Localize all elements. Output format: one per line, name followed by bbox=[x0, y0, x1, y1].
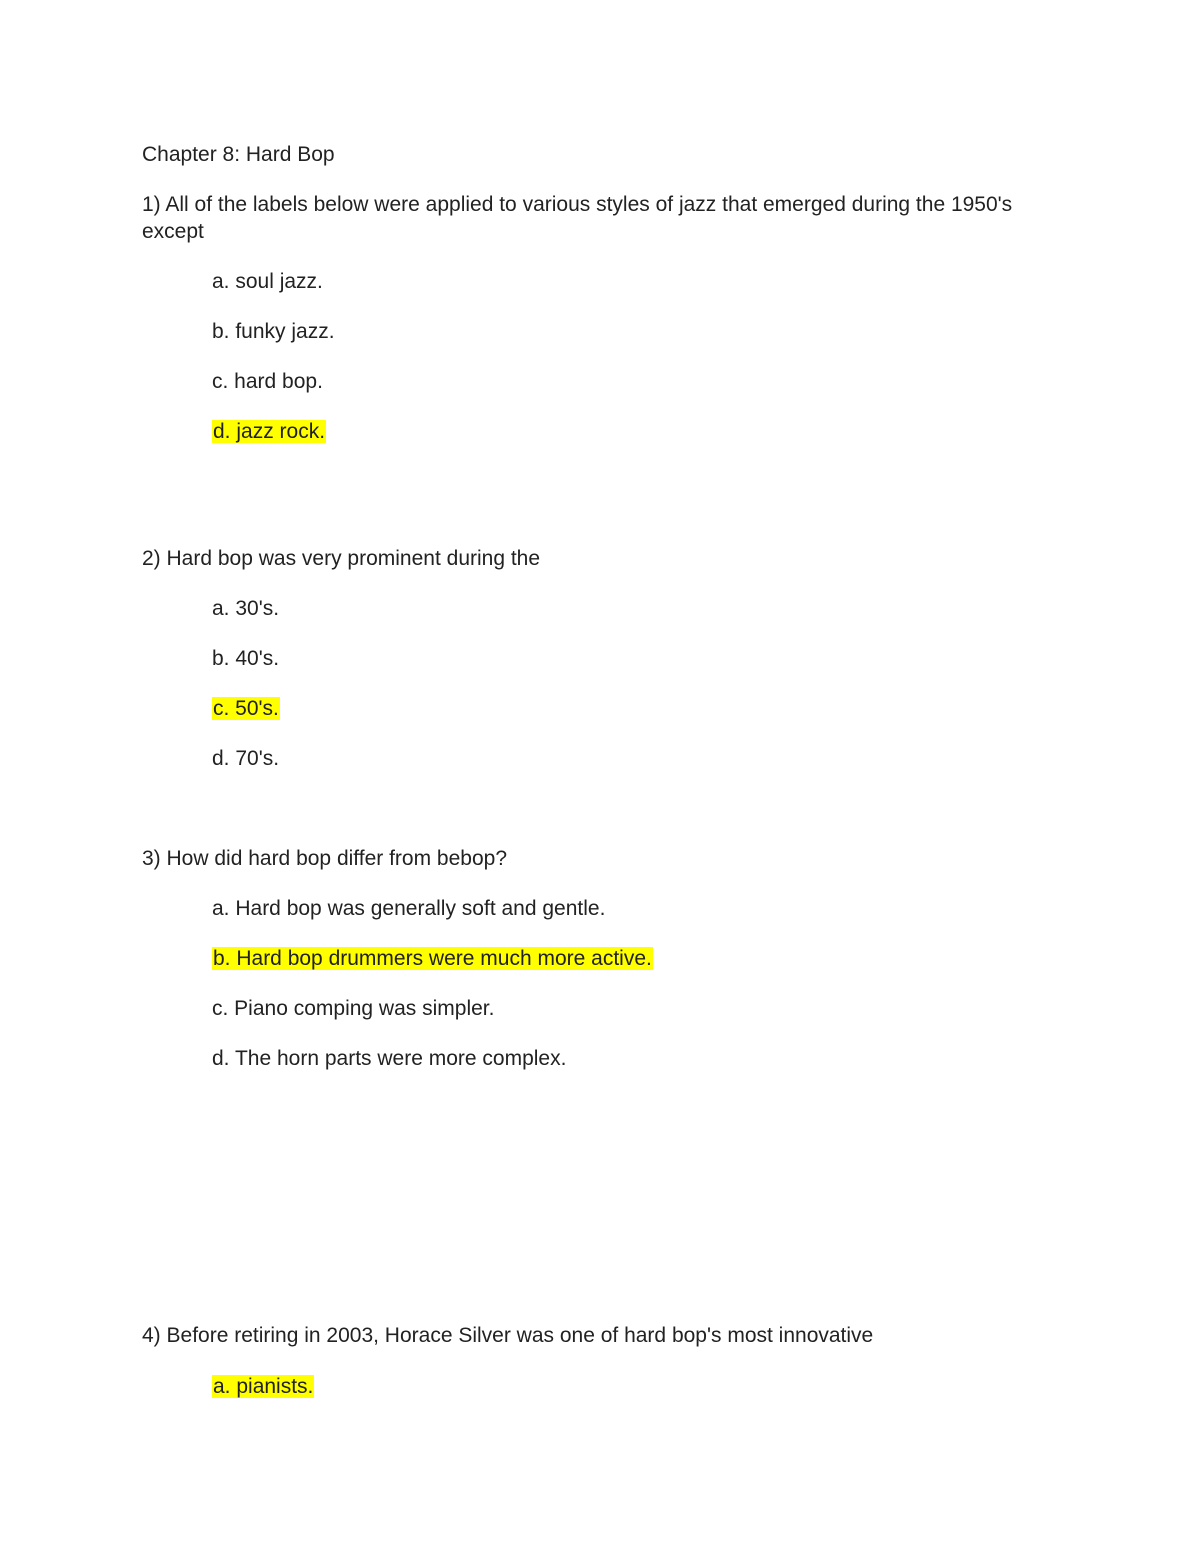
question-2-option-b: b. 40's. bbox=[212, 647, 280, 670]
question-1-option-a: a. soul jazz. bbox=[212, 270, 323, 293]
question-3-option-b-answer bbox=[212, 945, 653, 972]
question-2-option-d: d. 70's. bbox=[212, 747, 280, 770]
answer-highlight: b. Hard bop drummers were much more active. bbox=[213, 947, 652, 970]
page-title: Chapter 8: Hard Bop bbox=[142, 143, 335, 166]
answer-highlight: c. 50's. bbox=[213, 697, 279, 720]
question-1-option-c: c. hard bop. bbox=[212, 370, 323, 393]
question-3-option-d: d. The horn parts were more complex. bbox=[212, 1047, 567, 1070]
question-4-text: 4) Before retiring in 2003, Horace Silver was one of hard bop's most innovative bbox=[142, 1324, 874, 1347]
question-2-option-c-answer bbox=[212, 695, 280, 722]
question-1-option-d-answer bbox=[212, 418, 326, 445]
question-1-option-b: b. funky jazz. bbox=[212, 320, 335, 343]
answer-highlight: d. jazz rock. bbox=[213, 420, 326, 443]
question-2-option-a: a. 30's. bbox=[212, 597, 280, 620]
question-2-text: 2) Hard bop was very prominent during the bbox=[142, 547, 541, 570]
question-3-option-a: a. Hard bop was generally soft and gentle. bbox=[212, 897, 606, 920]
question-4-option-a-answer bbox=[212, 1373, 314, 1400]
question-3-text: 3) How did hard bop differ from bebop? bbox=[142, 847, 507, 870]
answer-highlight: a. pianists. bbox=[213, 1375, 314, 1398]
question-1-text: 1) All of the labels below were applied to various styles of jazz that emerged during the 1950's except bbox=[142, 193, 1013, 243]
question-3-option-c: c. Piano comping was simpler. bbox=[212, 997, 495, 1020]
